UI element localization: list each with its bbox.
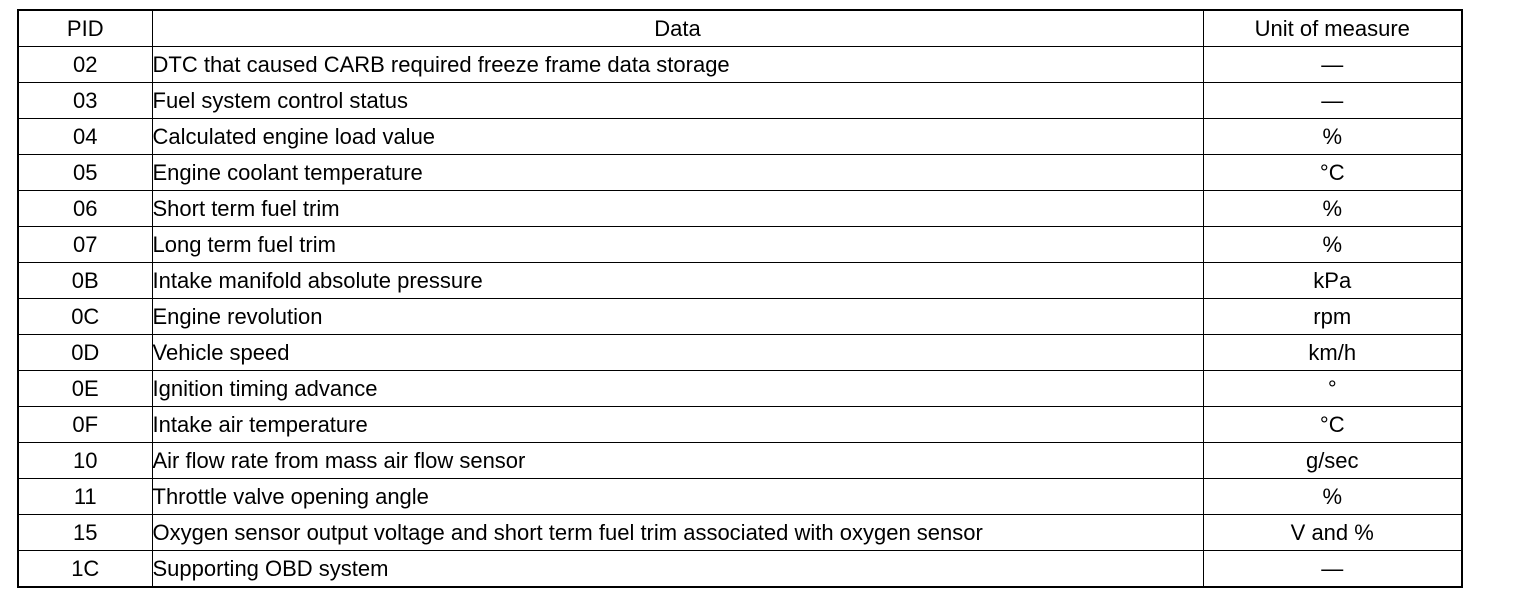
unit-cell: kPa	[1203, 263, 1462, 299]
table-row	[18, 263, 1462, 299]
unit-cell: rpm	[1203, 299, 1462, 335]
unit-cell: —	[1203, 551, 1462, 588]
header-pid: PID	[18, 10, 152, 47]
pid-cell: 02	[18, 47, 152, 83]
unit-cell: %	[1203, 227, 1462, 263]
data-cell: Engine coolant temperature	[152, 155, 1203, 191]
data-cell: Intake air temperature	[152, 407, 1203, 443]
unit-cell: %	[1203, 191, 1462, 227]
table-row	[18, 191, 1462, 227]
unit-cell: g/sec	[1203, 443, 1462, 479]
pid-cell: 03	[18, 83, 152, 119]
table-row	[18, 371, 1462, 407]
table-row	[18, 155, 1462, 191]
table-row	[18, 551, 1462, 588]
pid-cell: 15	[18, 515, 152, 551]
unit-cell: °C	[1203, 155, 1462, 191]
pid-cell: 11	[18, 479, 152, 515]
data-cell: Oxygen sensor output voltage and short term fuel trim associated with oxygen sensor	[152, 515, 1203, 551]
pid-data-table	[17, 9, 1463, 588]
unit-cell: —	[1203, 83, 1462, 119]
pid-cell: 0C	[18, 299, 152, 335]
table-row	[18, 227, 1462, 263]
data-cell: Supporting OBD system	[152, 551, 1203, 588]
unit-cell: °	[1203, 371, 1462, 407]
unit-cell: —	[1203, 47, 1462, 83]
header-data: Data	[152, 10, 1203, 47]
pid-cell: 0B	[18, 263, 152, 299]
pid-cell: 0D	[18, 335, 152, 371]
data-cell: Fuel system control status	[152, 83, 1203, 119]
pid-cell: 07	[18, 227, 152, 263]
data-cell: Ignition timing advance	[152, 371, 1203, 407]
data-cell: Air flow rate from mass air flow sensor	[152, 443, 1203, 479]
data-cell: Short term fuel trim	[152, 191, 1203, 227]
table-row	[18, 407, 1462, 443]
table-row	[18, 335, 1462, 371]
table-row	[18, 119, 1462, 155]
data-cell: Vehicle speed	[152, 335, 1203, 371]
header-unit: Unit of measure	[1203, 10, 1462, 47]
pid-cell: 06	[18, 191, 152, 227]
pid-cell: 1C	[18, 551, 152, 588]
data-cell: Intake manifold absolute pressure	[152, 263, 1203, 299]
unit-cell: °C	[1203, 407, 1462, 443]
table-header-row	[18, 10, 1462, 47]
data-cell: Engine revolution	[152, 299, 1203, 335]
table-row	[18, 47, 1462, 83]
pid-cell: 0E	[18, 371, 152, 407]
data-cell: Long term fuel trim	[152, 227, 1203, 263]
pid-cell: 04	[18, 119, 152, 155]
table-body	[18, 47, 1462, 588]
data-cell: Throttle valve opening angle	[152, 479, 1203, 515]
unit-cell: km/h	[1203, 335, 1462, 371]
unit-cell: %	[1203, 119, 1462, 155]
pid-cell: 10	[18, 443, 152, 479]
data-cell: Calculated engine load value	[152, 119, 1203, 155]
table-row	[18, 83, 1462, 119]
unit-cell: V and %	[1203, 515, 1462, 551]
table-row	[18, 515, 1462, 551]
table-row	[18, 299, 1462, 335]
unit-cell: %	[1203, 479, 1462, 515]
table-row	[18, 443, 1462, 479]
table-row	[18, 479, 1462, 515]
data-cell: DTC that caused CARB required freeze frame data storage	[152, 47, 1203, 83]
pid-cell: 0F	[18, 407, 152, 443]
pid-cell: 05	[18, 155, 152, 191]
